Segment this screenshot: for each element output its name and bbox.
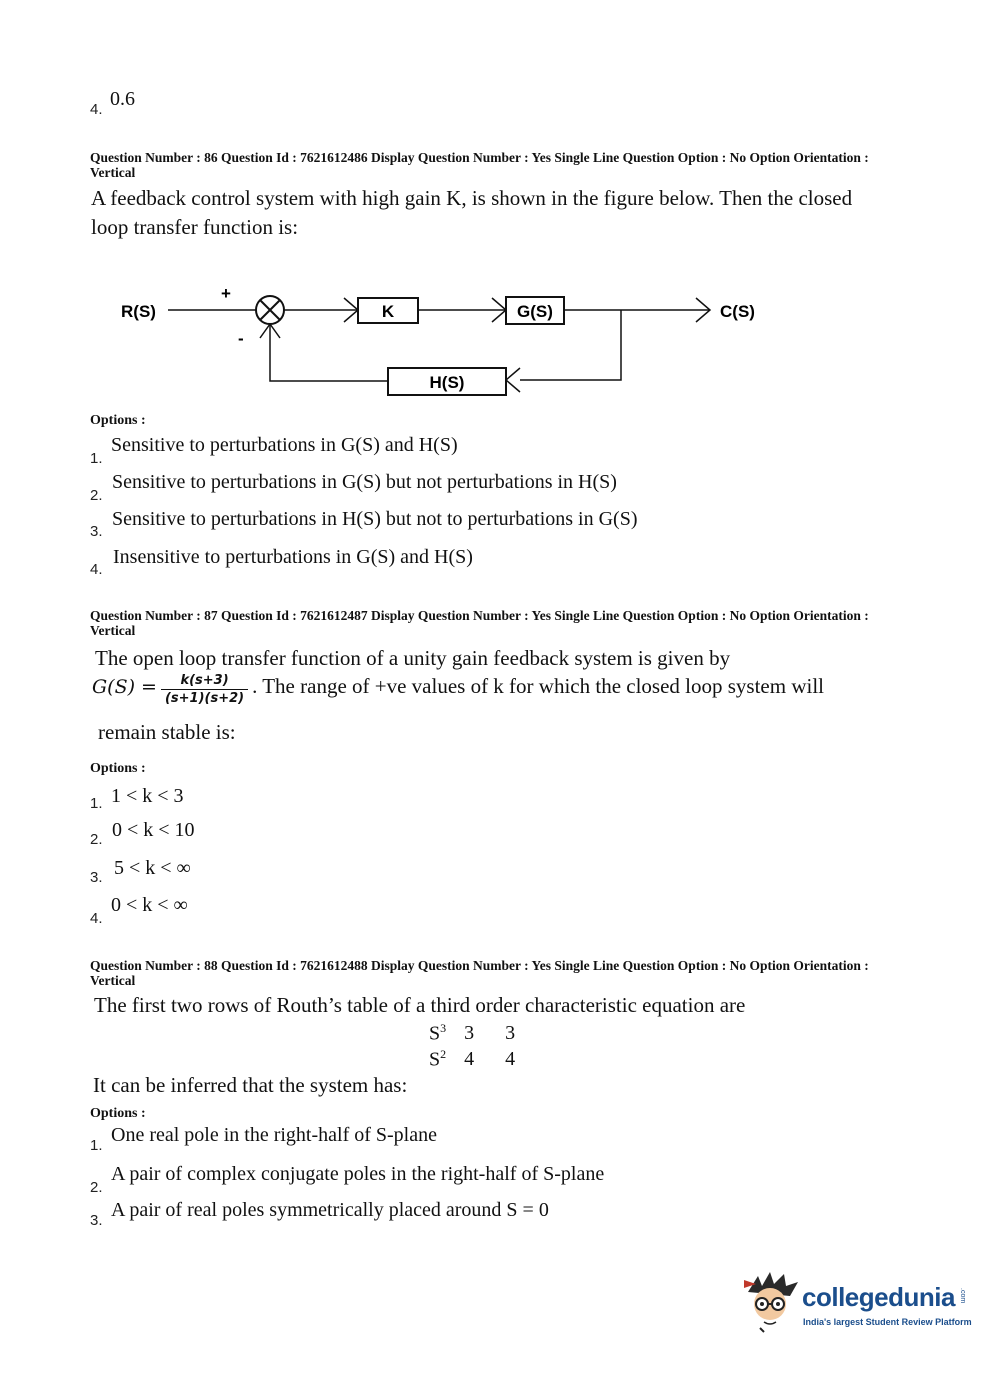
g-block-label: G(S) <box>517 302 553 321</box>
mascot-icon <box>740 1270 802 1334</box>
routh-row-label <box>420 1046 455 1072</box>
routh-s3-base: S <box>429 1022 441 1045</box>
routh-s2-power: 2 <box>440 1046 447 1061</box>
brand-name: collegedunia <box>802 1282 955 1312</box>
routh-cell: 3 <box>464 1021 475 1044</box>
h-block-label: H(S) <box>429 373 465 392</box>
q87-equation-line <box>92 672 824 706</box>
q88-option-2-number: 2. <box>90 1179 103 1196</box>
q87-question-line1: The open loop transfer function of a unity gain feedback system is given by <box>95 646 731 670</box>
diagram-input-label: R(S) <box>121 302 156 321</box>
q88-question-text: The first two rows of Routh’s table of a third order characteristic equation are <box>94 993 746 1017</box>
q87-eq-denominator: (s+1)(s+2) <box>164 690 245 706</box>
summing-plus-sign: + <box>221 284 231 303</box>
routh-row-s3 <box>420 1020 524 1046</box>
q87-question-line3: remain stable is: <box>98 720 236 744</box>
q87-option-3-number: 3. <box>90 869 103 886</box>
q87-option-4[interactable]: 0 < k < ∞ <box>111 894 188 916</box>
q86-question-text: A feedback control system with high gain K, is shown in the figure below. Then the closed loop transfer function is: <box>91 186 853 239</box>
routh-row-label <box>420 1020 455 1046</box>
summing-minus-sign: - <box>238 329 244 348</box>
feedback-return-line <box>270 324 388 381</box>
routh-table <box>420 1020 524 1072</box>
q86-option-4-number: 4. <box>90 561 103 578</box>
q87-eq-numerator: k(s+3) <box>161 673 248 690</box>
q87-question-line2: . The range of +ve values of k for which the closed loop system will <box>252 674 825 698</box>
q87-option-2-number: 2. <box>90 831 103 848</box>
q87-option-1[interactable]: 1 < k < 3 <box>111 785 184 807</box>
routh-s3-power: 3 <box>440 1020 447 1035</box>
q88-option-2[interactable]: A pair of complex conjugate poles in the right-half of S-plane <box>111 1163 605 1185</box>
q87-options-label: Options : <box>90 761 146 776</box>
q86-option-2[interactable]: Sensitive to perturbations in G(S) but not perturbations in H(S) <box>112 471 617 493</box>
q86-option-1-number: 1. <box>90 450 103 467</box>
prev-option-text: 0.6 <box>110 88 135 110</box>
routh-cell: 4 <box>464 1047 475 1070</box>
q87-meta: Question Number : 87 Question Id : 7621612487 Display Question Number : Yes Single Line Question Option : No Option Orientation : Vertical <box>90 608 869 638</box>
q88-option-3-number: 3. <box>90 1212 103 1229</box>
q87-eq-lhs: G(S) = <box>92 676 157 698</box>
q86-option-2-number: 2. <box>90 487 103 504</box>
routh-cell: 4 <box>505 1047 516 1070</box>
routh-s2-base: S <box>429 1048 441 1071</box>
block-diagram <box>0 270 1000 420</box>
q88-option-3[interactable]: A pair of real poles symmetrically placed around S = 0 <box>111 1199 549 1221</box>
routh-row-s2 <box>420 1046 524 1072</box>
q88-meta: Question Number : 88 Question Id : 7621612488 Display Question Number : Yes Single Line Question Option : No Option Orientation : Vertical <box>90 958 869 988</box>
diagram-output-label: C(S) <box>720 302 755 321</box>
q86-option-3[interactable]: Sensitive to perturbations in H(S) but not to perturbations in G(S) <box>112 508 638 530</box>
q86-option-1[interactable]: Sensitive to perturbations in G(S) and H(S) <box>111 434 458 456</box>
q88-question-after: It can be inferred that the system has: <box>93 1073 408 1097</box>
q88-option-1[interactable]: One real pole in the right-half of S-plane <box>111 1124 437 1146</box>
k-block-label: K <box>381 302 395 321</box>
q86-options-label: Options : <box>90 413 146 428</box>
q87-option-3[interactable]: 5 < k < ∞ <box>114 857 191 879</box>
q88-option-1-number: 1. <box>90 1137 103 1154</box>
routh-cell: 3 <box>505 1021 516 1044</box>
q86-option-3-number: 3. <box>90 523 103 540</box>
prev-option-number: 4. <box>90 101 103 118</box>
collegedunia-logo[interactable] <box>740 1268 980 1338</box>
summing-junction <box>256 296 284 324</box>
arrow-to-h <box>506 368 520 392</box>
brand-tagline: India's largest Student Review Platform <box>803 1317 972 1327</box>
q88-options-label: Options : <box>90 1106 146 1121</box>
q86-option-4[interactable]: Insensitive to perturbations in G(S) and H(S) <box>113 546 473 568</box>
q86-meta: Question Number : 86 Question Id : 7621612486 Display Question Number : Yes Single Line Question Option : No Option Orientation : Vertical <box>90 150 869 180</box>
brand-suffix: .com <box>959 1288 966 1304</box>
q87-option-1-number: 1. <box>90 795 103 812</box>
q87-option-2[interactable]: 0 < k < 10 <box>112 819 195 841</box>
q87-option-4-number: 4. <box>90 910 103 927</box>
q87-eq-fraction <box>161 673 248 706</box>
